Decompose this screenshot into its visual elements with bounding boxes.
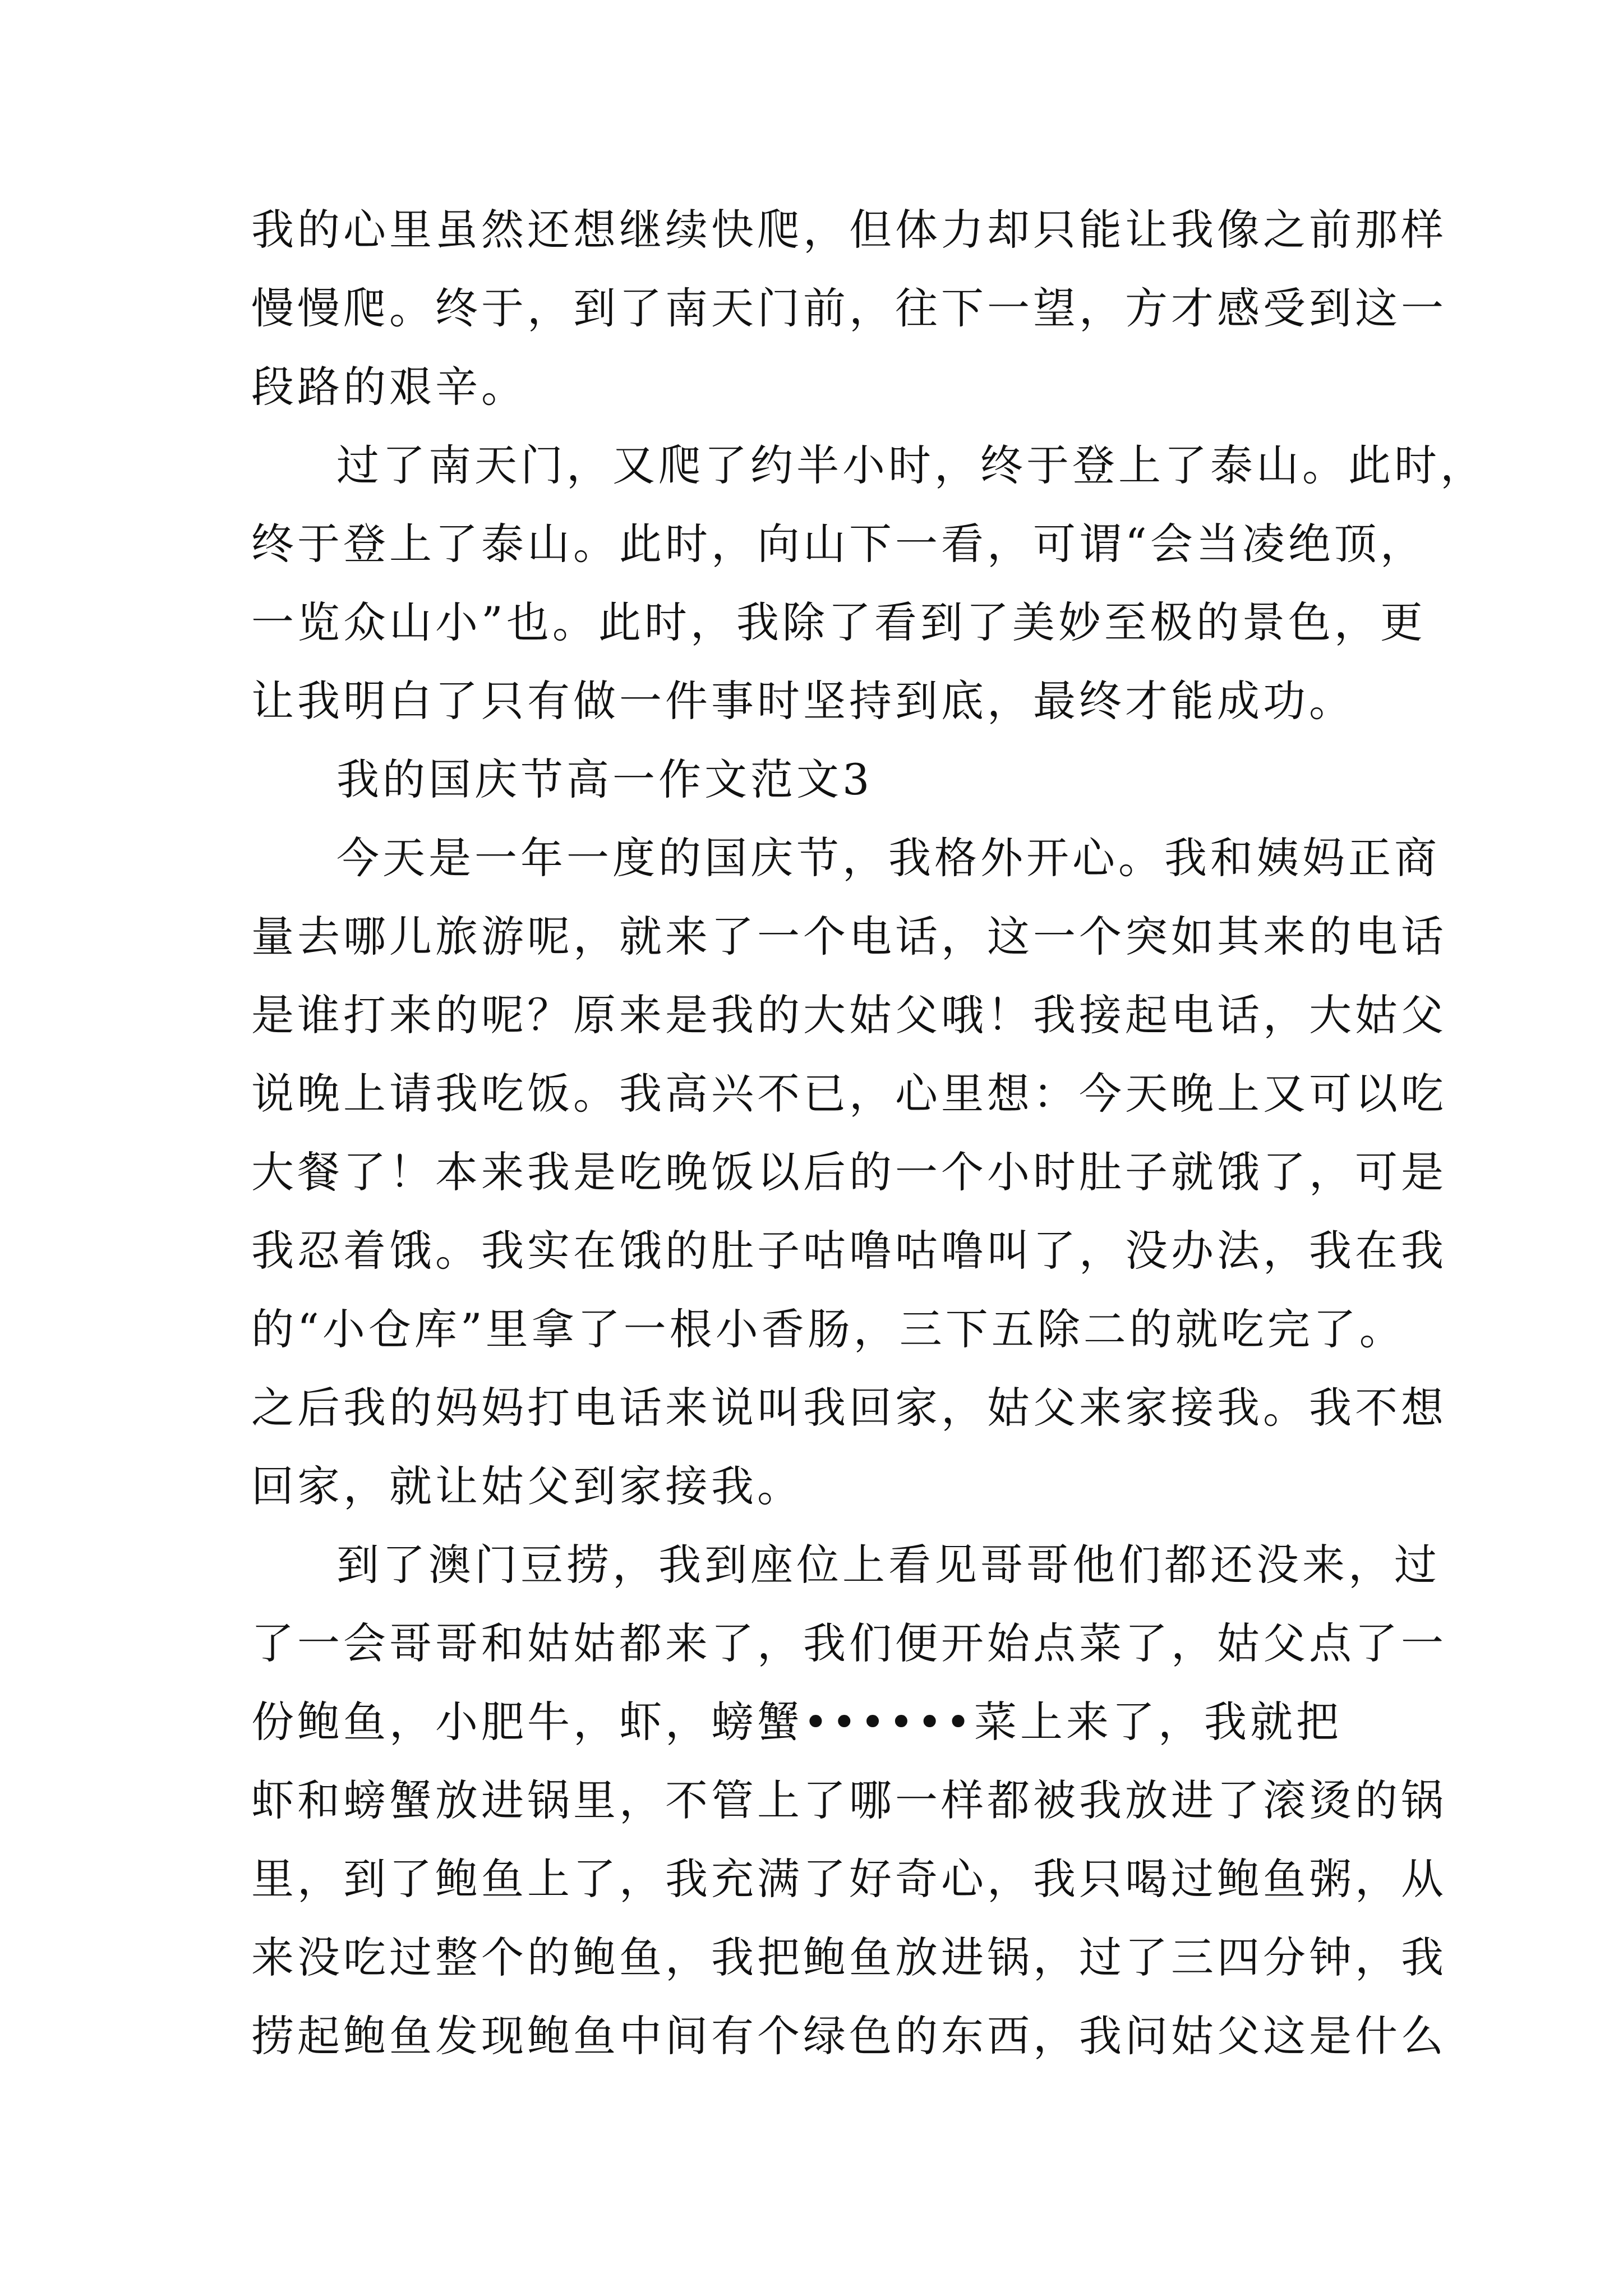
text-line: 里，到了鲍鱼上了，我充满了好奇心，我只喝过鲍鱼粥，从 [251,1854,1447,1904]
text-line: 回家，就让姑父到家接我。 [251,1461,803,1511]
text-line: 我忍着饿。我实在饿的肚子咕噜咕噜叫了，没办法，我在我 [251,1226,1447,1276]
section-heading: 我的国庆节高一作文范文3 [336,754,873,804]
paragraph-start-line: 过了南天门，又爬了约半小时，终于登上了泰山。此时， [336,440,1486,490]
text-line: 说晚上请我吃饭。我高兴不已，心里想：今天晚上又可以吃 [251,1069,1447,1119]
text-line: 虾和螃蟹放进锅里，不管上了哪一样都被我放进了滚烫的锅 [251,1775,1447,1825]
text-line: 捞起鲍鱼发现鲍鱼中间有个绿色的东西，我问姑父这是什么 [251,2011,1447,2061]
paragraph-start-line: 到了澳门豆捞，我到座位上看见哥哥他们都还没来，过 [336,1540,1440,1590]
text-line: 是谁打来的呢？原来是我的大姑父哦！我接起电话，大姑父 [251,990,1447,1040]
text-line: 来没吃过整个的鲍鱼，我把鲍鱼放进锅，过了三四分钟，我 [251,1932,1447,1982]
text-line: 段路的艰辛。 [251,362,527,412]
text-line: 份鲍鱼，小肥牛，虾，螃蟹••••••菜上来了，我就把 [251,1697,1342,1747]
text-line: 了一会哥哥和姑姑都来了，我们便开始点菜了，姑父点了一 [251,1618,1447,1668]
text-line: 之后我的妈妈打电话来说叫我回家，姑父来家接我。我不想 [251,1383,1447,1433]
paragraph-start-line: 今天是一年一度的国庆节，我格外开心。我和姨妈正商 [336,833,1440,883]
text-line: 终于登上了泰山。此时，向山下一看，可谓“会当凌绝顶， [251,519,1426,569]
text-line: 的“小仓库”里拿了一根小香肠，三下五除二的就吃完了。 [251,1304,1405,1354]
text-line: 让我明白了只有做一件事时坚持到底，最终才能成功。 [251,676,1355,726]
text-line: 量去哪儿旅游呢，就来了一个电话，这一个突如其来的电话 [251,912,1447,961]
text-line: 大餐了！本来我是吃晚饭以后的一个小时肚子就饿了，可是 [251,1147,1447,1197]
text-line: 一览众山小”也。此时，我除了看到了美妙至极的景色，更 [251,597,1426,647]
body-text [251,191,1486,2076]
text-line: 慢慢爬。终于，到了南天门前，往下一望，方才感受到这一 [251,283,1447,333]
text-line: 我的心里虽然还想继续快爬，但体力却只能让我像之前那样 [251,205,1447,255]
